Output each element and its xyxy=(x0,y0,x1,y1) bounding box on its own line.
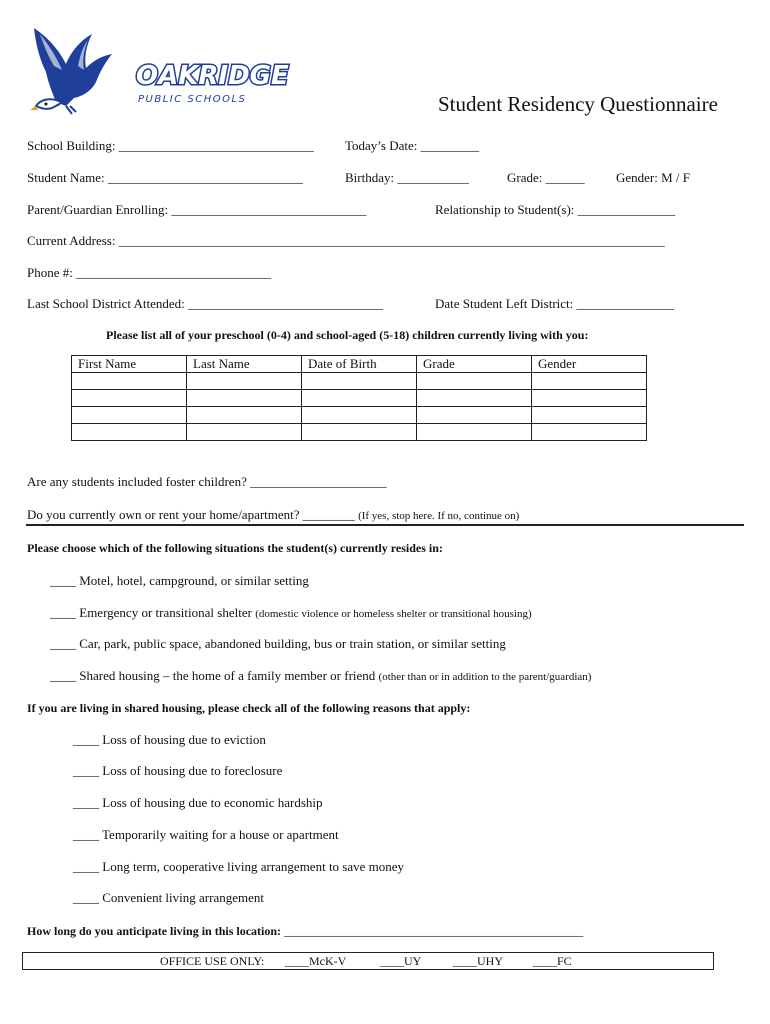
section-divider xyxy=(26,524,744,526)
page-title: Student Residency Questionnaire xyxy=(438,92,718,116)
anticipate-label: How long do you anticipate living in this location: xyxy=(27,924,282,938)
table-cell[interactable] xyxy=(417,424,532,441)
gender-field[interactable]: Gender: M / F xyxy=(616,170,691,185)
current-address-field[interactable]: Current Address: ____________________________________________________________________________________ xyxy=(27,233,665,248)
todays-date-field[interactable]: Today’s Date: _________ xyxy=(345,138,480,153)
anticipate-question[interactable] xyxy=(27,923,583,939)
column-header: Gender xyxy=(532,356,647,373)
reason-option[interactable]: ____ Long term, cooperative living arrangement to save money xyxy=(73,859,405,874)
reason-option[interactable]: ____ Temporarily waiting for a house or apartment xyxy=(73,827,339,842)
situation-label: ____ Emergency or transitional shelter xyxy=(50,605,256,620)
table-cell[interactable] xyxy=(72,390,187,407)
table-cell[interactable] xyxy=(417,373,532,390)
table-cell[interactable] xyxy=(72,424,187,441)
column-header: Last Name xyxy=(187,356,302,373)
student-name-field[interactable]: Student Name: ______________________________ xyxy=(27,170,303,185)
eagle-icon xyxy=(30,28,112,114)
situation-option[interactable] xyxy=(50,573,309,589)
last-district-field[interactable]: Last School District Attended: ______________________________ xyxy=(27,296,384,311)
situation-label: ____ Car, park, public space, abandoned building, bus or train station, or similar setting xyxy=(50,636,506,651)
table-row xyxy=(72,424,647,441)
situation-option[interactable] xyxy=(50,668,591,684)
birthday-field[interactable]: Birthday: ___________ xyxy=(345,170,469,185)
situation-label: ____ Motel, hotel, campground, or similar setting xyxy=(50,573,309,588)
own-rent-note: (If yes, stop here. If no, continue on) xyxy=(358,510,520,522)
office-use-box xyxy=(22,952,714,970)
table-cell[interactable] xyxy=(417,390,532,407)
school-building-field[interactable]: School Building: ______________________________ xyxy=(27,138,314,153)
office-code-mckv[interactable]: ____McK-V xyxy=(285,954,347,968)
table-cell[interactable] xyxy=(532,373,647,390)
situation-option[interactable] xyxy=(50,605,532,621)
table-cell[interactable] xyxy=(302,424,417,441)
situation-note: (domestic violence or homeless shelter or transitional housing) xyxy=(255,608,532,620)
reason-option[interactable]: ____ Loss of housing due to eviction xyxy=(73,732,266,747)
table-cell[interactable] xyxy=(187,424,302,441)
situation-label: ____ Shared housing – the home of a family member or friend xyxy=(50,668,379,683)
situations-heading: Please choose which of the following situations the student(s) currently resides in: xyxy=(27,541,443,555)
table-cell[interactable] xyxy=(72,407,187,424)
date-left-field[interactable]: Date Student Left District: _______________ xyxy=(435,296,675,311)
relationship-field[interactable]: Relationship to Student(s): _______________ xyxy=(435,202,676,217)
table-header-row xyxy=(72,356,647,373)
table-cell[interactable] xyxy=(302,373,417,390)
table-cell[interactable] xyxy=(302,390,417,407)
column-header: Date of Birth xyxy=(302,356,417,373)
office-use-label: OFFICE USE ONLY: xyxy=(160,954,265,968)
column-header: First Name xyxy=(72,356,187,373)
table-cell[interactable] xyxy=(417,407,532,424)
table-cell[interactable] xyxy=(187,407,302,424)
table-cell[interactable] xyxy=(532,407,647,424)
reason-option[interactable]: ____ Loss of housing due to foreclosure xyxy=(73,763,283,778)
column-header: Grade xyxy=(417,356,532,373)
table-cell[interactable] xyxy=(72,373,187,390)
table-cell[interactable] xyxy=(187,373,302,390)
brand-name: OAKRIDGE xyxy=(136,61,289,91)
table-row xyxy=(72,390,647,407)
phone-field[interactable]: Phone #: ______________________________ xyxy=(27,265,272,280)
reason-option[interactable]: ____ Convenient living arrangement xyxy=(73,890,264,905)
office-code-fc[interactable]: ____FC xyxy=(533,954,572,968)
table-row xyxy=(72,373,647,390)
own-rent-label: Do you currently own or rent your home/apartment? ________ xyxy=(27,507,355,522)
grade-field[interactable]: Grade: ______ xyxy=(507,170,585,185)
office-code-uhy[interactable]: ____UHY xyxy=(453,954,503,968)
reason-option[interactable]: ____ Loss of housing due to economic hardship xyxy=(73,795,323,810)
anticipate-blank: ______________________________________________ xyxy=(281,923,584,938)
table-cell[interactable] xyxy=(187,390,302,407)
own-rent-question[interactable] xyxy=(27,507,519,523)
children-instruction: Please list all of your preschool (0-4) and school-aged (5-18) children currently living with you: xyxy=(106,328,589,342)
office-code-uy[interactable]: ____UY xyxy=(380,954,422,968)
table-cell[interactable] xyxy=(532,424,647,441)
parent-guardian-field[interactable]: Parent/Guardian Enrolling: ______________________________ xyxy=(27,202,367,217)
foster-question[interactable]: Are any students included foster children? _____________________ xyxy=(27,474,387,489)
table-cell[interactable] xyxy=(532,390,647,407)
oakridge-logo xyxy=(26,26,316,118)
shared-reasons-heading: If you are living in shared housing, please check all of the following reasons that apply: xyxy=(27,701,471,715)
brand-subtitle: PUBLIC SCHOOLS xyxy=(138,94,247,105)
children-table xyxy=(71,355,647,441)
situation-note: (other than or in addition to the parent/guardian) xyxy=(378,671,592,683)
situation-option[interactable] xyxy=(50,636,506,652)
table-cell[interactable] xyxy=(302,407,417,424)
table-row xyxy=(72,407,647,424)
